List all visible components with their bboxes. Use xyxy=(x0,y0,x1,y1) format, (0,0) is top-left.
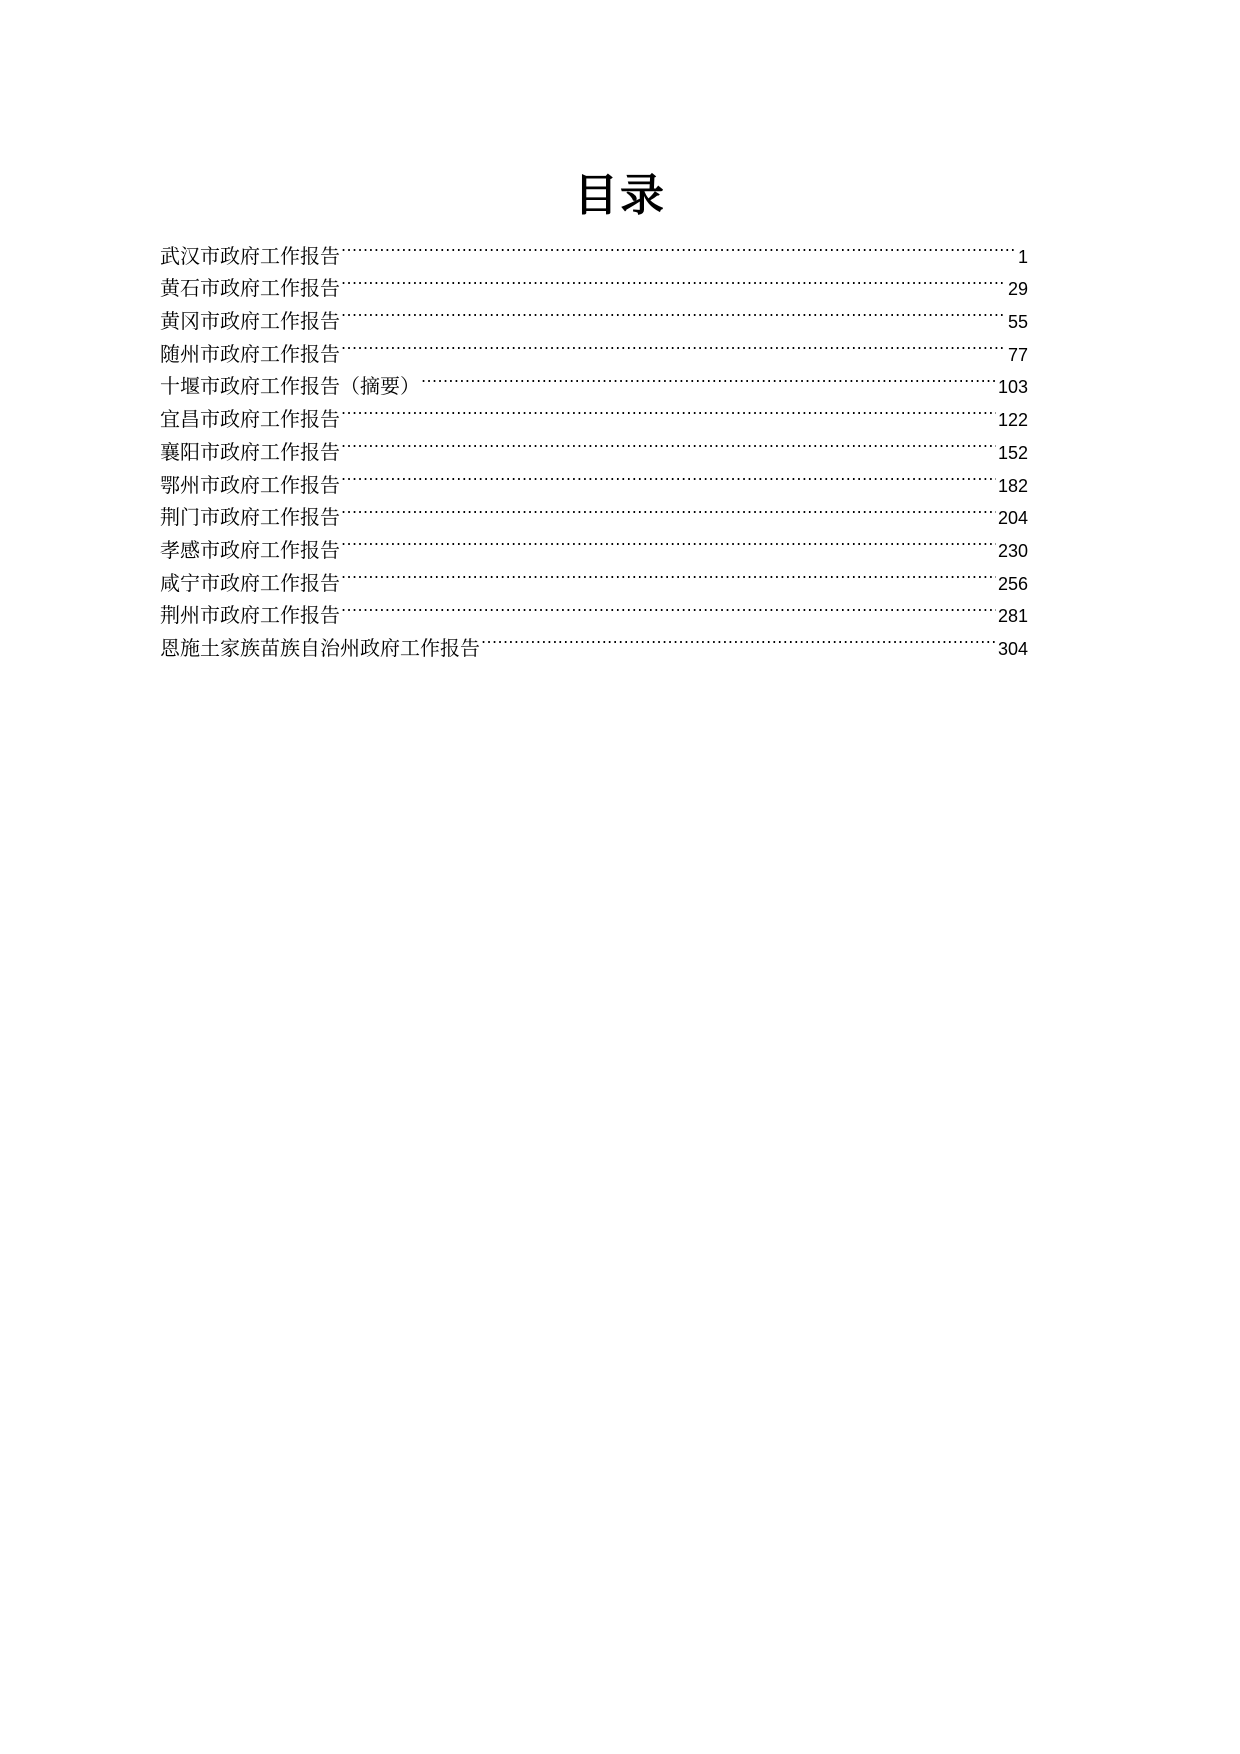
toc-page-number: 182 xyxy=(997,475,1028,496)
toc-dot-leader xyxy=(340,426,996,459)
toc-page-number: 281 xyxy=(997,606,1028,627)
toc-dot-leader xyxy=(340,524,996,557)
toc-page-number: 1 xyxy=(1017,246,1028,267)
toc-entry-title: 黄石市政府工作报告 xyxy=(160,276,340,301)
toc-title: 目录 xyxy=(574,170,666,221)
toc-page-number: 29 xyxy=(1007,279,1028,300)
toc-page-number: 304 xyxy=(997,638,1028,659)
toc-entry-title: 十堰市政府工作报告（摘要） xyxy=(160,374,420,399)
toc-page-number: 256 xyxy=(997,573,1028,594)
toc-dot-leader xyxy=(340,230,1016,263)
toc-entry[interactable] xyxy=(160,230,1028,268)
toc-dot-leader xyxy=(340,557,996,590)
toc-page-number: 55 xyxy=(1007,312,1028,333)
toc-entry-title: 孝感市政府工作报告 xyxy=(160,537,340,562)
toc-entry-title: 鄂州市政府工作报告 xyxy=(160,472,340,497)
toc-dot-leader xyxy=(340,263,1006,296)
toc-dot-leader xyxy=(420,361,996,394)
toc-dot-leader xyxy=(480,622,996,655)
toc-entry-title: 黄冈市政府工作报告 xyxy=(160,309,340,334)
toc-dot-leader xyxy=(340,492,996,525)
toc-dot-leader xyxy=(340,459,996,492)
toc-dot-leader xyxy=(340,590,996,623)
toc-entry-title: 咸宁市政府工作报告 xyxy=(160,570,340,595)
toc-page-number: 77 xyxy=(1007,344,1028,365)
toc-page-number: 103 xyxy=(997,377,1028,398)
toc-dot-leader xyxy=(340,295,1006,328)
toc-page-number: 152 xyxy=(997,442,1028,463)
toc-page-number: 230 xyxy=(997,540,1028,561)
toc-entry-title: 恩施土家族苗族自治州政府工作报告 xyxy=(160,635,480,660)
table-of-contents xyxy=(160,230,1028,660)
toc-entry-title: 荆州市政府工作报告 xyxy=(160,603,340,628)
toc-entry-title: 宜昌市政府工作报告 xyxy=(160,407,340,432)
toc-entry-title: 武汉市政府工作报告 xyxy=(160,243,340,268)
toc-dot-leader xyxy=(340,393,996,426)
toc-entry-title: 荆门市政府工作报告 xyxy=(160,505,340,530)
toc-dot-leader xyxy=(340,328,1006,361)
toc-page-number: 204 xyxy=(997,508,1028,529)
toc-entry-title: 襄阳市政府工作报告 xyxy=(160,439,340,464)
toc-page-number: 122 xyxy=(997,410,1028,431)
toc-entry-title: 随州市政府工作报告 xyxy=(160,341,340,366)
